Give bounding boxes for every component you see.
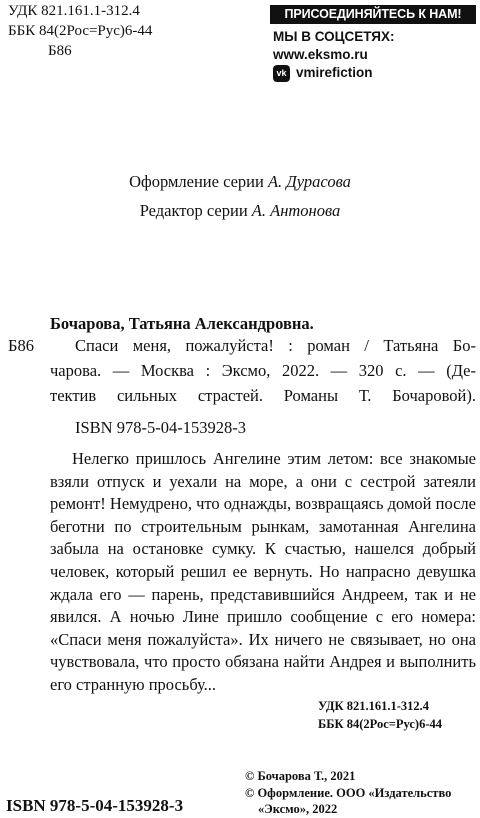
author-mark: Б86 <box>48 43 72 59</box>
design-credit <box>0 170 480 194</box>
copyright-publisher: «Эксмо», 2022 <box>258 802 338 816</box>
right-bbk-code: ББК 84(2Рос=Рус)6-44 <box>318 717 442 731</box>
editor-credit <box>0 199 480 223</box>
author-heading: Бочарова, Татьяна Александровна. <box>50 314 314 333</box>
editor-credit-label: Редактор серии <box>139 201 248 220</box>
right-udk-code: УДК 821.161.1-312.4 <box>318 699 429 713</box>
annotation <box>50 448 476 697</box>
social-heading: МЫ В СОЦСЕТЯХ: <box>273 29 395 44</box>
bib-mark: Б86 <box>8 336 34 355</box>
design-credit-name: А. Дурасова <box>267 172 351 191</box>
isbn-bottom: ISBN 978-5-04-153928-3 <box>6 796 184 815</box>
join-us-banner: ПРИСОЕДИНЯЙТЕСЬ К НАМ! <box>270 5 476 24</box>
copyright-author: © Бочарова Т., 2021 <box>245 769 356 783</box>
udk-code: УДК 821.161.1-312.4 <box>8 3 140 19</box>
bib-isbn: ISBN 978-5-04-153928-3 <box>75 418 246 437</box>
design-credit-label: Оформление серии <box>129 172 264 191</box>
vk-handle-link[interactable]: vmirefiction <box>296 65 373 80</box>
bib-line-3: тектив сильных страстей. Романы Т. Бочаровой). <box>50 386 476 405</box>
bbk-code: ББК 84(2Рос=Рус)6-44 <box>8 23 153 39</box>
bib-line-1: Спаси меня, пожалуйста! : роман / Татьяна Бо- <box>75 336 476 355</box>
bib-line-2: чарова. — Москва : Эксмо, 2022. — 320 с. — (Де- <box>50 361 476 380</box>
copyright-design: © Оформление. ООО «Издательство <box>245 786 452 800</box>
vk-icon: vk <box>273 65 290 82</box>
website-link[interactable]: www.eksmo.ru <box>273 47 368 62</box>
annotation-text: Нелегко пришлось Ангелине этим летом: все знакомые взяли отпуск и уехали на море, а они с сестрой затеяли ремонт! Немудрено, что однажды, возвращаясь домой после беготни по строительным рынкам, замотанная Ангелина забыла на остановке сумку. К счастью, нашелся добрый человек, который решил ее вернуть. Но напрасно девушка ждала его — парень, представившийся Андреем, так и не явился. А ночью Лине пришло сообщение с его номера: «Спаси меня пожалуйста». Их ничего не связывает, но она чувствовала, что просто обязана найти Андрея и выполнить его странную просьбу... <box>50 449 476 694</box>
editor-credit-name: А. Антонова <box>251 201 341 220</box>
